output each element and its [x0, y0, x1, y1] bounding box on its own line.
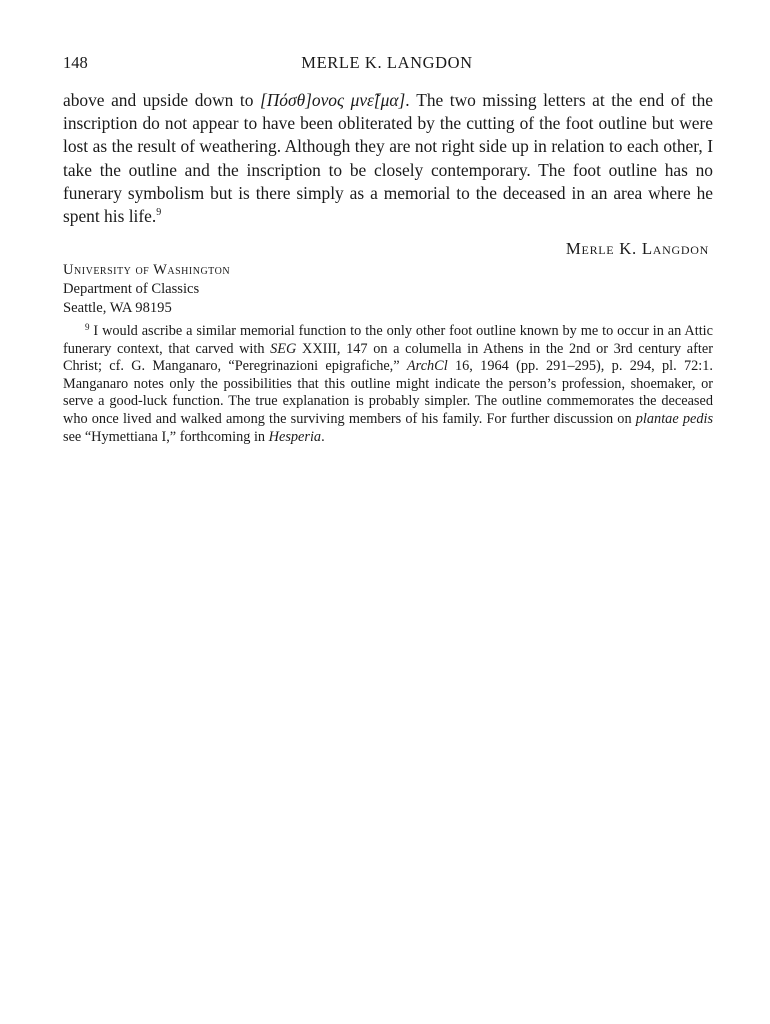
footnote-reference[interactable]: 9 — [156, 207, 162, 219]
body-text-lead: above and upside down to — [63, 90, 260, 110]
citation-hesperia: Hesperia — [268, 428, 322, 445]
page-header — [63, 53, 711, 77]
author-signature: Merle K. Langdon — [565, 239, 709, 258]
author-affiliation — [63, 261, 230, 318]
footnote-text: . — [321, 428, 325, 445]
page-number: 148 — [63, 53, 88, 72]
body-text-main: . The two missing letters at the end of the inscription do not appear to have been obliterated by the cutting of the foot outline but were lost as the result of weathering. Although they are not right side up in relation to each other, I take the outline and the inscription to be closely contemporary. The foot outline has no funerary symbolism but is there simply as a memorial to the deceased in an area where he spent his life. — [63, 90, 713, 227]
footnote-text: 16, 1964 (pp. 291–295), p. 294, pl. 72:1. Manganaro notes only the possibilities that this outline might indicate the person’s profession, shoemaker, or serve a good-luck function. The true explanation is probably simpler. The outline commemorates the deceased who once lived and walked among the surviving members of his family. For further discussion on — [63, 358, 714, 427]
running-head: MERLE K. LANGDON — [301, 53, 473, 72]
citation-seg: SEG — [270, 340, 297, 357]
footnote-text: XXIII, 147 on a columella in Athens in the 2nd or 3rd century after Christ; cf. G. Manganaro, “Peregrinazioni epigrafiche,” — [63, 340, 713, 375]
term-plantae-pedis: plantae pedis — [635, 410, 714, 427]
department-name: Department of Classics — [63, 281, 200, 297]
footnote-text: I would ascribe a similar memorial function to the only other foot outline known by me to occur in an Attic funerary context, that carved with — [63, 323, 713, 357]
postal-address: Seattle, WA 98195 — [63, 300, 172, 316]
citation-archcl: ArchCl — [406, 358, 448, 375]
institution-name: University of Washington — [63, 262, 231, 278]
body-paragraph — [63, 89, 713, 228]
footnote-number: 9 — [85, 322, 90, 332]
footnote — [63, 323, 713, 446]
greek-inscription: [Πόσθ]ονος μνε̃[μα] — [259, 90, 406, 110]
footnote-text: see “Hymettiana I,” forthcoming in — [63, 428, 269, 445]
